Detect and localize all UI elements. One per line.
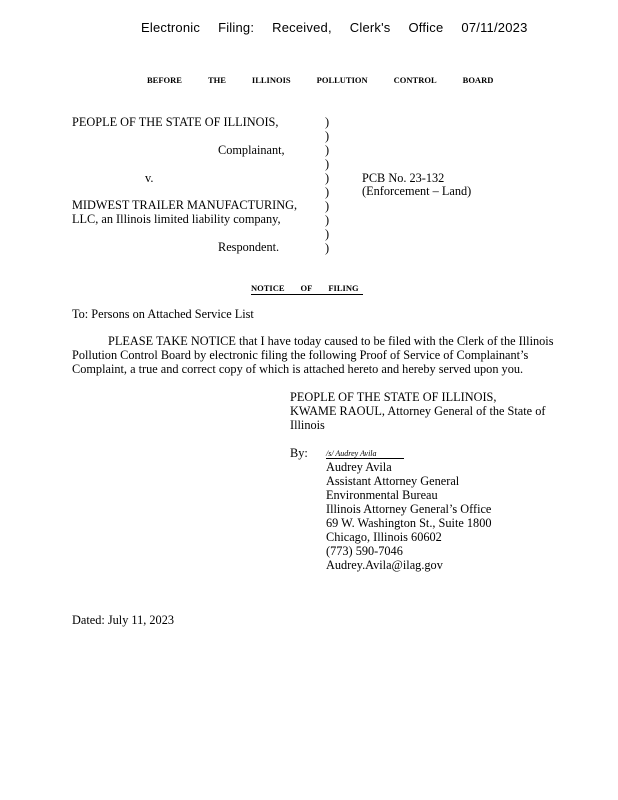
to-line: To: Persons on Attached Service List [72, 307, 254, 321]
filing-stamp [141, 20, 528, 35]
signer-title: Assistant Attorney General [326, 474, 460, 488]
board-header-word: BOARD [462, 75, 494, 85]
versus-label: v. [145, 171, 154, 185]
plaintiff-name: PEOPLE OF THE STATE OF ILLINOIS, [72, 115, 279, 129]
caption-paren: ) [325, 171, 330, 185]
caption-paren: ) [325, 115, 330, 129]
respondent-role: Respondent. [218, 240, 280, 254]
caption-paren: ) [325, 199, 330, 213]
caption-paren: ) [325, 213, 330, 227]
caption-paren: ) [325, 185, 330, 199]
attorney-general-line1: KWAME RAOUL, Attorney General of the State of [290, 404, 546, 418]
defendant-name-line2: LLC, an Illinois limited liability company, [72, 212, 281, 226]
notice-title-word: NOTICE [251, 283, 285, 293]
dated-line: Dated: July 11, 2023 [72, 613, 175, 627]
notice-title-word: OF [300, 283, 313, 293]
notice-title-word: FILING [328, 283, 359, 293]
stamp-word: Electronic [141, 20, 201, 35]
signer-name: Audrey Avila [326, 460, 392, 474]
stamp-word: Office [408, 20, 444, 35]
caption-paren: ) [325, 129, 330, 143]
body-line-2: Pollution Control Board by electronic filing the following Proof of Service of Complainant’s [72, 348, 529, 362]
caption-divider [325, 115, 329, 255]
board-header-word: BEFORE [147, 75, 182, 85]
electronic-signature: /s/ Audrey Avila [326, 449, 404, 459]
signer-phone: (773) 590-7046 [326, 544, 403, 558]
board-header-word: THE [207, 75, 226, 85]
by-label: By: [290, 446, 308, 460]
defendant-name-line1: MIDWEST TRAILER MANUFACTURING, [72, 198, 298, 212]
signature-party: PEOPLE OF THE STATE OF ILLINOIS, [290, 390, 497, 404]
caption-paren: ) [325, 157, 330, 171]
body-line-3: Complaint, a true and correct copy of which is attached hereto and hereby served upon you. [72, 362, 524, 376]
signer-city: Chicago, Illinois 60602 [326, 530, 442, 544]
case-number: PCB No. 23-132 [362, 171, 445, 185]
caption-paren: ) [325, 227, 330, 241]
board-header [147, 75, 493, 85]
caption-paren: ) [325, 241, 330, 255]
signer-street: 69 W. Washington St., Suite 1800 [326, 516, 492, 530]
case-type: (Enforcement – Land) [362, 184, 472, 198]
stamp-word: Received, [272, 20, 332, 35]
signer-bureau: Environmental Bureau [326, 488, 438, 502]
signer-email: Audrey.Avila@ilag.gov [326, 558, 443, 572]
stamp-date: 07/11/2023 [461, 20, 528, 35]
stamp-word: Filing: [218, 20, 255, 35]
signer-office: Illinois Attorney General’s Office [326, 502, 492, 516]
board-header-word: POLLUTION [316, 75, 368, 85]
caption-paren: ) [325, 143, 330, 157]
board-header-word: CONTROL [393, 75, 437, 85]
board-header-word: ILLINOIS [251, 75, 291, 85]
complainant-role: Complainant, [218, 143, 285, 157]
stamp-word: Clerk's [349, 20, 391, 35]
attorney-general-line2: Illinois [290, 418, 325, 432]
body-line-1: PLEASE TAKE NOTICE that I have today caused to be filed with the Clerk of the Illinois [108, 334, 554, 348]
notice-title [251, 283, 363, 295]
